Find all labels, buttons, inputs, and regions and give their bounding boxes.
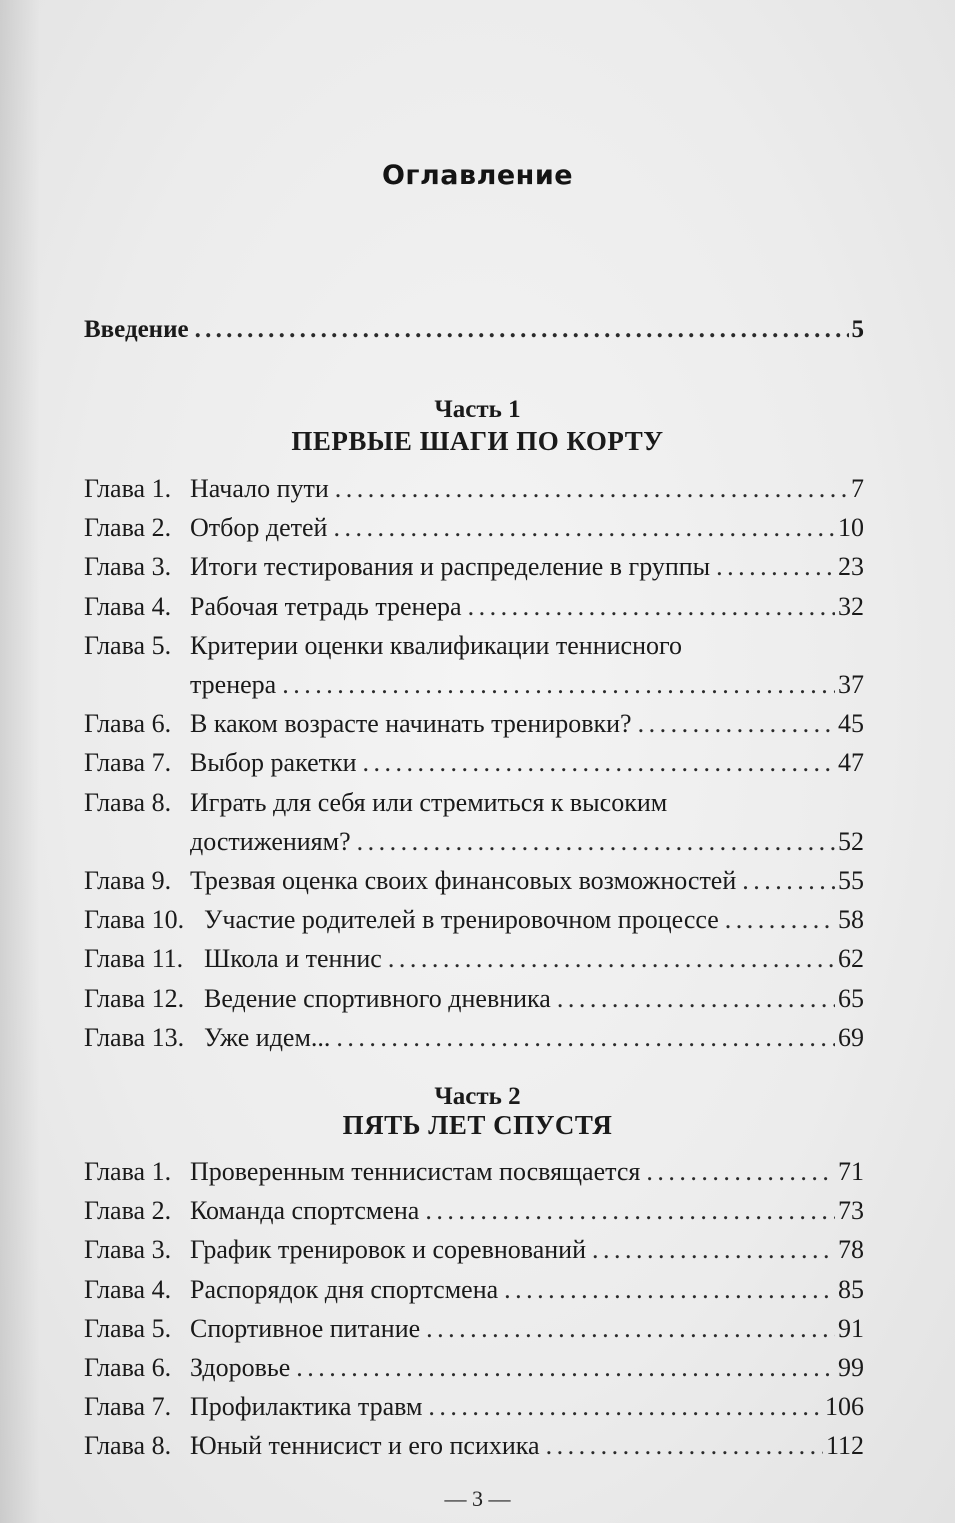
part-1-heading: Часть 1 bbox=[434, 396, 521, 423]
chapter-title: Проверенным теннисистам посвящается bbox=[190, 1157, 641, 1186]
chapter-page: 91 bbox=[838, 1313, 864, 1343]
leader-dots bbox=[742, 865, 835, 897]
toc-entry-part1-chapter-9[interactable] bbox=[84, 865, 864, 897]
chapter-page: 23 bbox=[838, 552, 864, 582]
toc-entry-part2-chapter-3[interactable] bbox=[84, 1234, 864, 1266]
toc-entry-part2-chapter-2[interactable] bbox=[84, 1195, 864, 1227]
leader-dots bbox=[333, 512, 835, 544]
chapter-label: Глава 6. bbox=[84, 1353, 172, 1382]
chapter-title: Юный теннисист и его психика bbox=[190, 1431, 540, 1461]
chapter-page: 7 bbox=[851, 474, 864, 503]
chapter-label: Глава 7. bbox=[84, 748, 172, 778]
chapter-title: График тренировок и соревнований bbox=[190, 1235, 587, 1265]
chapter-label: Глава 9. bbox=[84, 866, 172, 895]
chapter-title: Ведение спортивного дневника bbox=[204, 983, 551, 1013]
chapter-title: Критерии оценки квалификации теннисного bbox=[190, 630, 683, 660]
toc-entry-part1-chapter-8[interactable] bbox=[84, 787, 864, 819]
chapter-title: Начало пути bbox=[190, 474, 329, 503]
leader-dots bbox=[296, 1352, 835, 1384]
toc-entry-part1-chapter-5[interactable] bbox=[84, 630, 864, 662]
chapter-page: 45 bbox=[838, 709, 864, 739]
chapter-label: Глава 11. bbox=[84, 944, 184, 974]
chapter-page: 73 bbox=[838, 1196, 864, 1226]
toc-entry-introduction[interactable] bbox=[84, 314, 864, 346]
toc-entry-part1-chapter-13[interactable] bbox=[84, 1022, 864, 1054]
toc-entry-part1-chapter-5-continued[interactable] bbox=[190, 669, 864, 701]
leader-dots bbox=[504, 1274, 835, 1306]
chapter-title: Итоги тестирования и распределение в группы bbox=[190, 552, 711, 582]
chapter-title: В каком возрасте начинать тренировки? bbox=[190, 709, 632, 739]
chapter-label: Глава 6. bbox=[84, 709, 172, 739]
chapter-page: 62 bbox=[838, 944, 864, 974]
leader-dots bbox=[282, 669, 835, 701]
chapter-label: Глава 10. bbox=[84, 905, 185, 935]
leader-dots bbox=[336, 1022, 835, 1054]
chapter-title: Играть для себя или стремиться к высоким bbox=[190, 787, 668, 817]
leader-dots bbox=[335, 473, 848, 505]
toc-entry-part1-chapter-8-continued[interactable] bbox=[190, 826, 864, 858]
toc-entry-part1-chapter-3[interactable] bbox=[84, 551, 864, 583]
chapter-page: 69 bbox=[838, 1022, 864, 1052]
page-gutter-shadow bbox=[0, 0, 40, 1523]
chapter-title-continued: достижениям? bbox=[190, 826, 351, 856]
leader-dots bbox=[592, 1234, 835, 1266]
chapter-label: Глава 12. bbox=[84, 983, 185, 1013]
leader-dots bbox=[428, 1391, 822, 1423]
chapter-label: Глава 4. bbox=[84, 1274, 172, 1304]
chapter-title: Распорядок дня спортсмена bbox=[190, 1274, 499, 1304]
chapter-title: Рабочая тетрадь тренера bbox=[190, 591, 462, 621]
chapter-label: Глава 2. bbox=[84, 513, 172, 543]
chapter-label: Глава 3. bbox=[84, 552, 172, 582]
page-number-footer: — 3 — bbox=[444, 1486, 511, 1511]
introduction-page: 5 bbox=[851, 316, 864, 343]
chapter-page: 37 bbox=[838, 670, 864, 699]
chapter-page: 106 bbox=[825, 1392, 864, 1422]
part-2-heading: Часть 2 bbox=[434, 1083, 521, 1110]
toc-entry-part1-chapter-6[interactable] bbox=[84, 708, 864, 740]
leader-dots bbox=[646, 1156, 835, 1188]
chapter-title: Команда спортсмена bbox=[190, 1196, 420, 1226]
toc-entry-part1-chapter-12[interactable] bbox=[84, 983, 864, 1015]
chapter-title: Уже идем... bbox=[204, 1022, 331, 1052]
leader-dots bbox=[425, 1195, 835, 1227]
chapter-page: 52 bbox=[838, 826, 864, 856]
chapter-label: Глава 4. bbox=[84, 591, 172, 621]
toc-entry-part2-chapter-5[interactable] bbox=[84, 1313, 864, 1345]
chapter-page: 10 bbox=[838, 513, 864, 543]
toc-entry-part1-chapter-4[interactable] bbox=[84, 591, 864, 623]
leader-dots bbox=[195, 314, 849, 346]
toc-entry-part2-chapter-8[interactable] bbox=[84, 1430, 864, 1462]
chapter-title: Здоровье bbox=[190, 1353, 291, 1382]
toc-entry-part2-chapter-7[interactable] bbox=[84, 1391, 864, 1423]
chapter-page: 78 bbox=[838, 1235, 864, 1265]
chapter-page: 32 bbox=[838, 591, 864, 621]
chapter-title: Трезвая оценка своих финансовых возможностей bbox=[190, 866, 737, 895]
leader-dots bbox=[557, 983, 835, 1015]
part-1-name: ПЕРВЫЕ ШАГИ ПО КОРТУ bbox=[291, 426, 664, 456]
leader-dots bbox=[638, 708, 835, 740]
chapter-label: Глава 5. bbox=[84, 1313, 172, 1343]
leader-dots bbox=[357, 826, 835, 858]
leader-dots bbox=[546, 1430, 823, 1462]
toc-entry-part1-chapter-1[interactable] bbox=[84, 473, 864, 505]
leader-dots bbox=[468, 591, 835, 623]
chapter-page: 99 bbox=[838, 1353, 864, 1382]
leader-dots bbox=[363, 747, 835, 779]
toc-entry-part2-chapter-1[interactable] bbox=[84, 1156, 864, 1188]
chapter-title: Школа и теннис bbox=[204, 944, 382, 974]
toc-entry-part2-chapter-6[interactable] bbox=[84, 1352, 864, 1384]
chapter-label: Глава 13. bbox=[84, 1022, 185, 1052]
chapter-label: Глава 7. bbox=[84, 1392, 172, 1422]
chapter-label: Глава 5. bbox=[84, 630, 172, 660]
toc-entry-part1-chapter-2[interactable] bbox=[84, 512, 864, 544]
chapter-page: 47 bbox=[838, 748, 864, 778]
chapter-title: Спортивное питание bbox=[190, 1313, 421, 1343]
toc-entry-part2-chapter-4[interactable] bbox=[84, 1274, 864, 1306]
part-2-name: ПЯТЬ ЛЕТ СПУСТЯ bbox=[342, 1110, 613, 1140]
toc-entry-part1-chapter-10[interactable] bbox=[84, 904, 864, 936]
toc-title: Оглавление bbox=[381, 160, 574, 191]
leader-dots bbox=[426, 1313, 835, 1345]
leader-dots bbox=[725, 904, 835, 936]
introduction-label: Введение bbox=[84, 316, 189, 343]
chapter-title: Профилактика травм bbox=[190, 1392, 423, 1422]
chapter-page: 58 bbox=[838, 905, 864, 935]
chapter-label: Глава 3. bbox=[84, 1235, 172, 1265]
chapter-label: Глава 8. bbox=[84, 787, 172, 817]
chapter-label: Глава 1. bbox=[84, 474, 172, 503]
leader-dots bbox=[716, 551, 835, 583]
chapter-title: Выбор ракетки bbox=[190, 748, 357, 778]
chapter-page: 65 bbox=[838, 983, 864, 1013]
chapter-label: Глава 8. bbox=[84, 1431, 172, 1461]
chapter-page: 112 bbox=[825, 1431, 864, 1461]
chapter-label: Глава 1. bbox=[84, 1157, 172, 1186]
chapter-title: Отбор детей bbox=[190, 513, 328, 543]
toc-entry-part1-chapter-11[interactable] bbox=[84, 943, 864, 975]
chapter-page: 55 bbox=[838, 866, 864, 895]
chapter-page: 71 bbox=[838, 1157, 864, 1186]
chapter-title: Участие родителей в тренировочном процессе bbox=[204, 905, 719, 935]
toc-entry-part1-chapter-7[interactable] bbox=[84, 747, 864, 779]
chapter-page: 85 bbox=[838, 1274, 864, 1304]
chapter-label: Глава 2. bbox=[84, 1196, 172, 1226]
chapter-title-continued: тренера bbox=[190, 670, 277, 699]
leader-dots bbox=[388, 943, 835, 975]
